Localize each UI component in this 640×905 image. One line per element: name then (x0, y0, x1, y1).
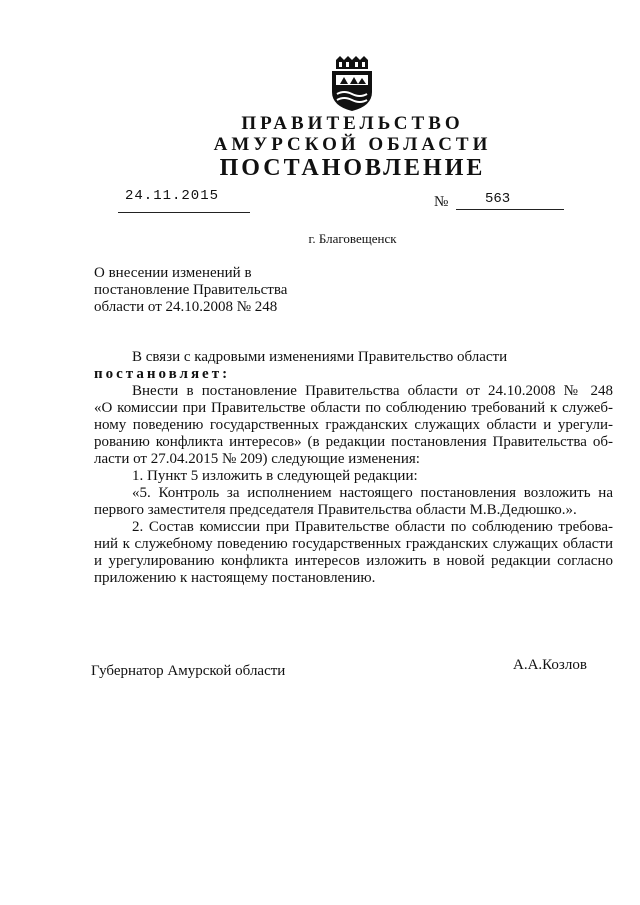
number-label: № (434, 194, 449, 210)
paragraph-1-line: Внести в постановление Правительства области от 24.10.2008 № 248 (132, 383, 613, 399)
subject-line: области от 24.10.2008 № 248 (94, 299, 278, 315)
number-underline (456, 209, 564, 210)
region-title: АМУРСКОЙ ОБЛАСТИ (213, 134, 492, 155)
subject-line: постановление Правительства (94, 282, 288, 298)
city-name: г. Благовещенск (308, 231, 397, 246)
document-type-title: ПОСТАНОВЛЕНИЕ (219, 155, 486, 181)
preamble: В связи с кадровыми изменениями Правительство области (132, 349, 508, 365)
quote-line: «5. Контроль за исполнением настоящего постановления возложить на (132, 485, 613, 501)
paragraph-2-line: приложению к настоящему постановлению. (94, 570, 376, 586)
document-subject (94, 265, 287, 316)
paragraph-2-line: и урегулированию конфликта интересов изложить в новой редакции согласно (94, 553, 613, 569)
paragraph-1-line: ласти от 27.04.2015 № 209) следующие изменения: (94, 451, 420, 467)
paragraph-2-line: 2. Состав комиссии при Правительстве области по соблюдению требова- (132, 519, 613, 535)
item-1: 1. Пункт 5 изложить в следующей редакции: (132, 468, 418, 484)
paragraph-1-line: рованию конфликта интересов» (в редакции постановления Правительства об- (94, 434, 613, 450)
subject-line: О внесении изменений в (94, 265, 252, 281)
signatory-position: Губернатор Амурской области (91, 663, 286, 679)
paragraph-1-line: ному поведению государственных гражданских служащих области и урегули- (94, 417, 613, 433)
document-body (94, 349, 613, 587)
signatory-name: А.А.Козлов (513, 657, 587, 673)
date-underline (118, 212, 250, 213)
decree-word: постановляет: (94, 366, 231, 382)
coat-of-arms-icon (330, 56, 374, 112)
government-title: ПРАВИТЕЛЬСТВО (241, 113, 464, 134)
quote-line: первого заместителя председателя Правительства области М.В.Дедюшко.». (94, 502, 577, 518)
paragraph-2-line: ний к служебному поведению государственных гражданских служащих области (94, 536, 613, 552)
document-date: 24.11.2015 (125, 188, 220, 204)
document-number: 563 (485, 191, 511, 207)
paragraph-1-line: «О комиссии при Правительстве области по соблюдению требований к служеб- (94, 400, 613, 416)
